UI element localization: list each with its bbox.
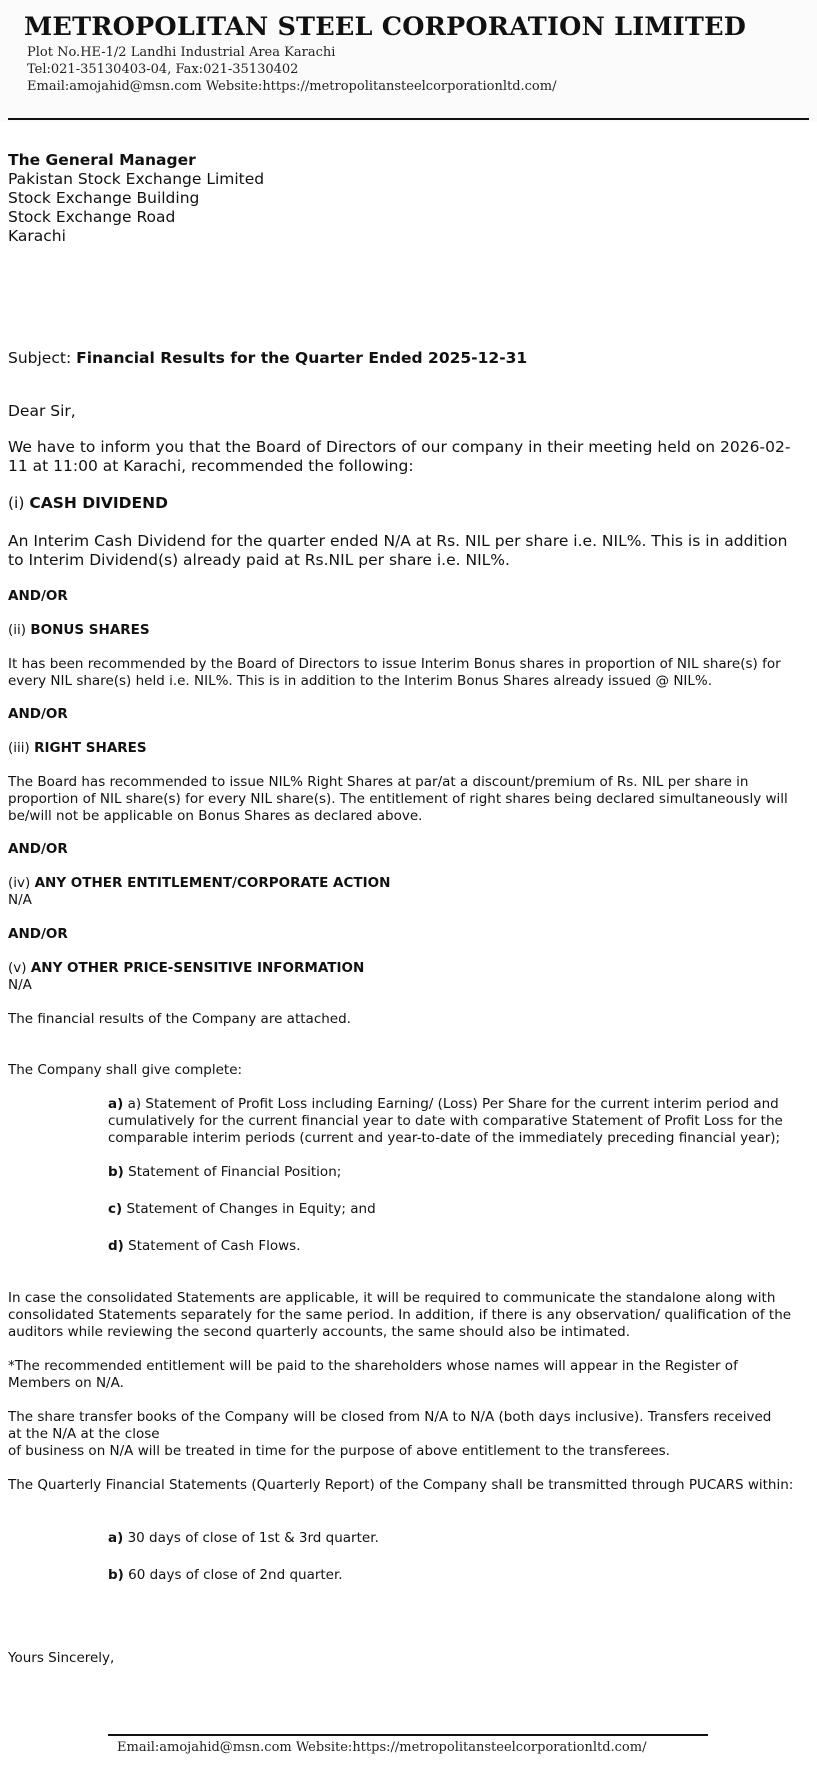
results-attached-text: The financial results of the Company are attached. bbox=[8, 1011, 351, 1027]
subject-line bbox=[8, 349, 527, 367]
intro-paragraph: We have to inform you that the Board of Directors of our company in their meeting held on 2026-02-11 at 11:00 at Karachi, recommended the following: bbox=[8, 438, 791, 475]
section-number: (iv) bbox=[8, 875, 31, 891]
statement-text: a) Statement of Profit Loss including Earning/ (Loss) Per Share for the current interim period and cumulatively for the current financial year to date with comparative Statement of Profit Loss for the comparable interim periods (current and year-to-date of the immediately preceding financial year); bbox=[108, 1096, 783, 1146]
right-shares-heading bbox=[8, 740, 147, 756]
closing-text: Yours Sincerely, bbox=[8, 1650, 115, 1666]
register-note: *The recommended entitlement will be paid to the shareholders whose names will appear in the Register of Members on N/A. bbox=[8, 1358, 738, 1391]
statement-text: Statement of Changes in Equity; and bbox=[126, 1201, 376, 1217]
right-shares-text: The Board has recommended to issue NIL% Right Shares at par/at a discount/premium of Rs. NIL per share in proportion of NIL share(s) for every NIL share(s). The entitlement of right shares being declared simultaneously will be/will not be applicable on Bonus Shares as declared above. bbox=[8, 774, 788, 824]
footer-divider bbox=[108, 1734, 708, 1736]
recipient-line: Karachi bbox=[8, 227, 66, 245]
pucars-item bbox=[108, 1530, 798, 1546]
company-name: METROPOLITAN STEEL CORPORATION LIMITED bbox=[24, 12, 747, 42]
pucars-item bbox=[108, 1567, 798, 1583]
statement-text: Statement of Financial Position; bbox=[128, 1164, 342, 1180]
section-title: ANY OTHER ENTITLEMENT/CORPORATE ACTION bbox=[34, 875, 391, 891]
section-number: (i) bbox=[8, 494, 25, 512]
pucars-label: a) bbox=[108, 1530, 124, 1546]
pucars-paragraph: The Quarterly Financial Statements (Quarterly Report) of the Company shall be transmitted through PUCARS within: bbox=[8, 1477, 794, 1493]
section-number: (v) bbox=[8, 960, 27, 976]
letterhead bbox=[0, 0, 817, 122]
recipient-line: Stock Exchange Building bbox=[8, 189, 200, 207]
transfer-books-line: at the N/A at the close bbox=[8, 1426, 160, 1442]
recipient-line: Stock Exchange Road bbox=[8, 208, 176, 226]
transfer-books-line: The share transfer books of the Company will be closed from N/A to N/A (both days inclusive). Transfers received bbox=[8, 1409, 772, 1425]
bonus-shares-text: It has been recommended by the Board of Directors to issue Interim Bonus shares in proportion of NIL share(s) for every NIL share(s) held i.e. NIL%. This is in addition to the Interim Bonus Shares already issued @ NIL%. bbox=[8, 656, 781, 689]
cash-dividend-heading bbox=[8, 494, 168, 512]
consolidated-paragraph: In case the consolidated Statements are applicable, it will be required to communicate the standalone along with consolidated Statements separately for the same period. In addition, if there is any observation/ qualification of the auditors while reviewing the second quarterly accounts, the same should also be intimated. bbox=[8, 1290, 792, 1340]
statement-item bbox=[108, 1238, 798, 1254]
company-address: Plot No.HE-1/2 Landhi Industrial Area Karachi bbox=[27, 45, 336, 60]
complete-intro-text: The Company shall give complete: bbox=[8, 1062, 243, 1078]
bonus-shares-heading bbox=[8, 622, 150, 638]
transfer-books-line: of business on N/A will be treated in time for the purpose of above entitlement to the transferees. bbox=[8, 1443, 670, 1459]
section-title: ANY OTHER PRICE-SENSITIVE INFORMATION bbox=[30, 960, 365, 976]
section-title: BONUS SHARES bbox=[30, 622, 150, 638]
pucars-text: 60 days of close of 2nd quarter. bbox=[128, 1567, 343, 1583]
pucars-text: 30 days of close of 1st & 3rd quarter. bbox=[127, 1530, 379, 1546]
subject-label: Subject: bbox=[8, 349, 72, 367]
and-or-label: AND/OR bbox=[8, 588, 68, 604]
section-title: CASH DIVIDEND bbox=[29, 494, 168, 512]
subject-text: Financial Results for the Quarter Ended 2025-12-31 bbox=[76, 349, 528, 367]
salutation: Dear Sir, bbox=[8, 402, 76, 420]
statement-label: a) bbox=[108, 1096, 124, 1112]
pucars-label: b) bbox=[108, 1567, 124, 1583]
statement-item bbox=[108, 1096, 798, 1147]
header-divider bbox=[8, 118, 809, 120]
section-title: RIGHT SHARES bbox=[34, 740, 147, 756]
cash-dividend-text: An Interim Cash Dividend for the quarter ended N/A at Rs. NIL per share i.e. NIL%. This is in addition to Interim Dividend(s) already paid at Rs.NIL per share i.e. NIL%. bbox=[8, 532, 788, 569]
statement-label: c) bbox=[108, 1201, 123, 1217]
statement-text: Statement of Cash Flows. bbox=[128, 1238, 301, 1254]
statement-label: b) bbox=[108, 1164, 124, 1180]
recipient-line: Pakistan Stock Exchange Limited bbox=[8, 170, 265, 188]
company-email-website: Email:amojahid@msn.com Website:https://metropolitansteelcorporationltd.com/ bbox=[27, 79, 557, 94]
recipient-title: The General Manager bbox=[8, 151, 196, 169]
statement-item bbox=[108, 1201, 798, 1217]
and-or-label: AND/OR bbox=[8, 841, 68, 857]
other-entitlement-value: N/A bbox=[8, 892, 32, 908]
statement-item bbox=[108, 1164, 798, 1180]
section-number: (ii) bbox=[8, 622, 27, 638]
statement-label: d) bbox=[108, 1238, 124, 1254]
price-sensitive-value: N/A bbox=[8, 977, 32, 993]
company-phone-fax: Tel:021-35130403-04, Fax:021-35130402 bbox=[27, 62, 299, 77]
price-sensitive-heading bbox=[8, 960, 364, 976]
other-entitlement-heading bbox=[8, 875, 390, 891]
footer-email-website: Email:amojahid@msn.com Website:https://metropolitansteelcorporationltd.com/ bbox=[117, 1740, 647, 1755]
section-number: (iii) bbox=[8, 740, 30, 756]
and-or-label: AND/OR bbox=[8, 706, 68, 722]
and-or-label: AND/OR bbox=[8, 926, 68, 942]
